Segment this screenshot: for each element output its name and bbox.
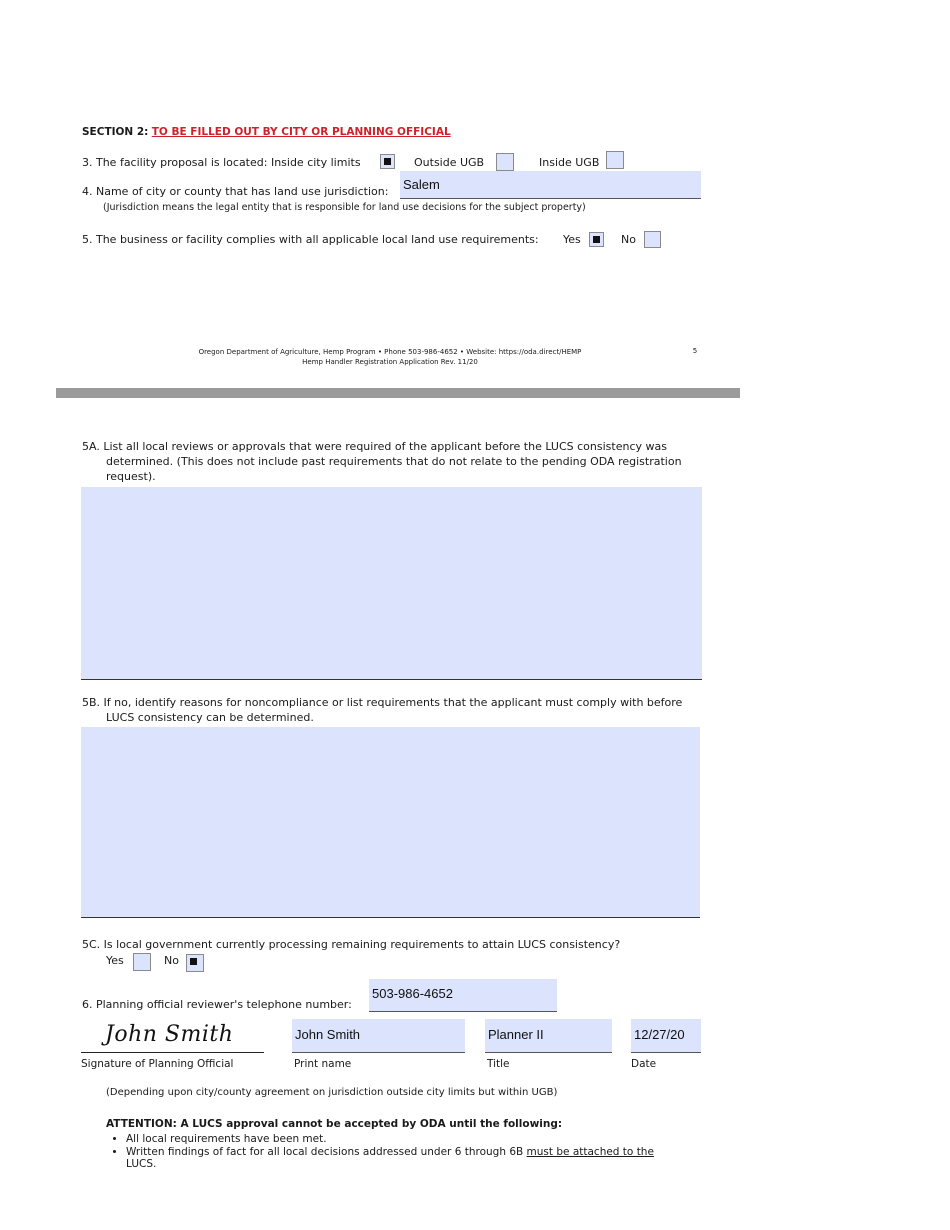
date-field[interactable]: 12/27/20	[631, 1019, 701, 1053]
inside-ugb-checkbox[interactable]	[606, 151, 624, 169]
footer-line-1: Oregon Department of Agriculture, Hemp Program • Phone 503-986-4652 • Website: https://oda.direct/HEMP	[198, 348, 582, 356]
q5a-line-1: 5A. List all local reviews or approvals that were required of the applicant before the LUCS consistency was	[82, 440, 667, 453]
telephone-field[interactable]: 503-986-4652	[369, 979, 557, 1012]
q5-yes-checkbox[interactable]	[589, 232, 604, 247]
attention-list	[106, 1133, 726, 1171]
attention-bullet-2-text: Written findings of fact for all local decisions addressed under 6 through 6B	[126, 1146, 527, 1158]
outside-ugb-checkbox[interactable]	[496, 153, 514, 171]
q5a-textarea[interactable]	[81, 487, 702, 680]
print-name-field[interactable]: John Smith	[292, 1019, 465, 1053]
attention-bullet-2-end: LUCS.	[126, 1158, 157, 1170]
inside-city-limits-checkbox[interactable]	[380, 154, 395, 169]
page-number: 5	[692, 347, 698, 355]
outside-ugb-label: Outside UGB	[414, 156, 485, 169]
q5c-yes-label: Yes	[106, 954, 124, 967]
attention-heading: ATTENTION: A LUCS approval cannot be accepted by ODA until the following:	[106, 1118, 563, 1130]
section-heading	[82, 126, 451, 138]
q4-note: (Jurisdiction means the legal entity that is responsible for land use decisions for the subject property)	[103, 202, 586, 213]
q5a-line-3: request).	[106, 470, 156, 483]
footer-line-2: Hemp Handler Registration Application Rev. 11/20	[302, 358, 478, 366]
q5c-yes-checkbox[interactable]	[133, 953, 151, 971]
q5b-textarea[interactable]	[81, 727, 700, 918]
signature-line	[81, 1052, 264, 1053]
q5b-line-1: 5B. If no, identify reasons for noncompliance or list requirements that the applicant must comply with before	[82, 696, 683, 709]
jurisdiction-field[interactable]: Salem	[400, 171, 701, 199]
ugb-note: (Depending upon city/county agreement on jurisdiction outside city limits but within UGB)	[106, 1087, 558, 1098]
inside-ugb-label: Inside UGB	[539, 156, 600, 169]
q5a-line-2: determined. (This does not include past requirements that do not relate to the pending ODA registration	[106, 455, 682, 468]
q4-text: 4. Name of city or county that has land use jurisdiction:	[82, 185, 389, 198]
q5-yes-label: Yes	[563, 233, 581, 246]
print-name-label: Print name	[294, 1058, 352, 1070]
signature-image: John Smith	[105, 1022, 234, 1047]
q5-no-label: No	[621, 233, 636, 246]
q5c-no-label: No	[164, 954, 179, 967]
q6-text: 6. Planning official reviewer's telephone number:	[82, 998, 352, 1011]
title-label: Title	[487, 1058, 510, 1070]
q5c-no-checkbox[interactable]	[186, 954, 204, 972]
page-separator	[56, 388, 740, 398]
q5c-text: 5C. Is local government currently processing remaining requirements to attain LUCS consistency?	[82, 938, 621, 951]
section-label: SECTION 2:	[82, 126, 149, 138]
title-field[interactable]: Planner II	[485, 1019, 612, 1053]
signature-label: Signature of Planning Official	[81, 1058, 234, 1070]
attention-bullet-2-emphasis: must be attached to the	[526, 1146, 654, 1158]
attention-bullet-1: • All local requirements have been met.	[126, 1133, 726, 1145]
date-label: Date	[631, 1058, 657, 1070]
section-title: TO BE FILLED OUT BY CITY OR PLANNING OFFICIAL	[151, 126, 451, 138]
q3-text: 3. The facility proposal is located: Inside city limits	[82, 156, 361, 169]
q5-no-checkbox[interactable]	[644, 231, 661, 248]
attention-bullet-2	[126, 1146, 726, 1170]
q5b-line-2: LUCS consistency can be determined.	[106, 711, 314, 724]
q5-text: 5. The business or facility complies with all applicable local land use requirements:	[82, 233, 539, 246]
